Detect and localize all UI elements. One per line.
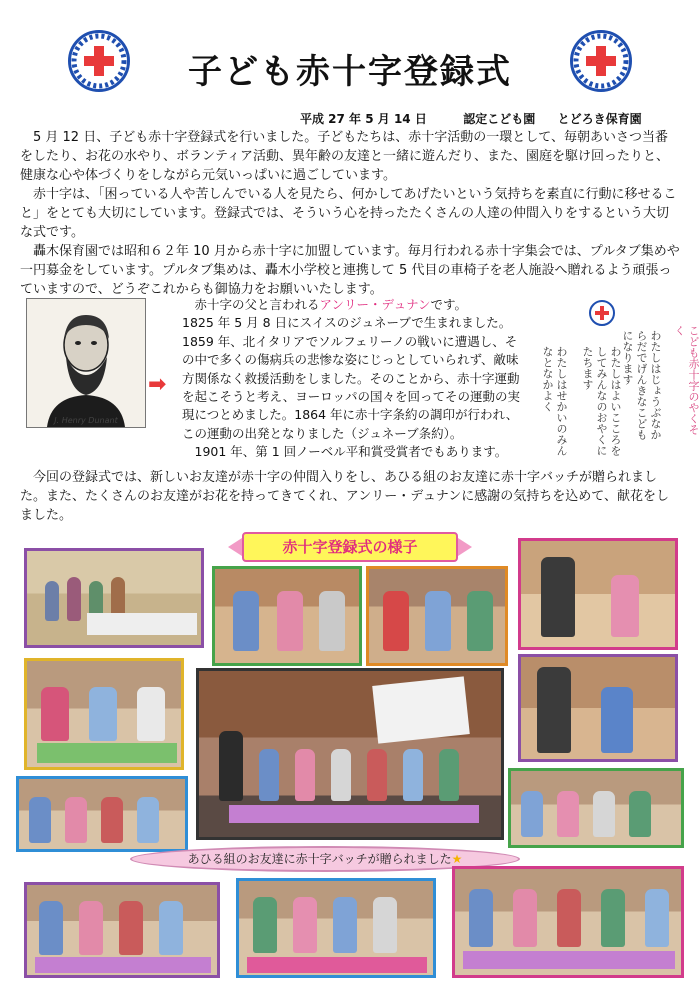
jrc-small-emblem [589, 300, 615, 326]
event-photo [24, 548, 204, 648]
bio-nobel: 1901 年、第 1 回ノーベル平和賞受賞者でもあります。 [194, 444, 508, 460]
event-photo [366, 566, 508, 666]
intro-paragraph: 5 月 12 日、子ども赤十字登録式を行いました。子どもたちは、赤十字活動の一環として、毎朝あいさつ当番をしたり、お花の水やり、ボランティア活動、異年齢の友達と一緒に遊んだり、また、園庭を駆け回ったりと、健康な心や体づくりをしながら元気いっぱいに過ごしています。 [20, 130, 669, 183]
event-photo [452, 866, 684, 978]
dunant-portrait [26, 298, 146, 428]
portrait-signature: J. Henry Dunant [54, 416, 118, 425]
photo-caption: あひる組のお友達に赤十字バッチが贈られました★ [130, 846, 520, 872]
bio-intro: 赤十字の父と言われるアンリー・デュナンです。 [194, 297, 468, 312]
star-icon: ★ [451, 852, 463, 866]
group-photo [196, 668, 504, 840]
page-title: 子ども赤十字登録式 [188, 52, 512, 92]
dunant-name: アンリー・デュナン [319, 297, 431, 312]
intro-paragraph: 轟木保育園では昭和６２年 10 月から赤十字に加盟しています。毎月行われる赤十字集会では、プルタブ集めや一円募金をしています。プルタブ集めは、轟木小学校と連携して 5 代目の車椅子を老人施設へ贈れるよう頑張っていますので、どうぞこれからも御協力をお願いいたします。 [20, 244, 680, 297]
event-photo [212, 566, 362, 666]
arrow-right-icon: ➡ [148, 372, 167, 397]
red-cross-emblem-right [570, 30, 632, 92]
dunant-bio [182, 296, 527, 462]
pledge-line: わたしはせかいのみんなとなかよく [541, 346, 568, 456]
event-photo [24, 882, 220, 978]
event-photo [518, 654, 678, 762]
school-name: とどろき保育園 [557, 112, 642, 126]
pledge-line: わたしはじょうぶなからだでげんきなこどもになります [621, 330, 662, 440]
closing-paragraph: 今回の登録式では、新しいお友達が赤十字の仲間入りをし、あひる組のお友達に赤十字バッチが贈られました。また、たくさんのお友達がお花を持ってきてくれ、アンリー・デュナンに感謝の気持ちを込めて、献花をしました。 [20, 470, 669, 523]
intro-text [20, 128, 680, 299]
closing-text [20, 468, 680, 525]
school-type: 認定こども園 [463, 112, 536, 126]
banner-ribbon-right [458, 538, 472, 556]
pledge-heading: こども赤十字のやくそく [673, 325, 700, 435]
red-cross-emblem-left [68, 30, 130, 92]
date: 平成 27 年 5 月 14 日 [300, 112, 427, 126]
event-photo [16, 776, 188, 852]
bio-text: 1825 年 5 月 8 日にスイスのジュネーブで生まれました。1859 年、北イタリアでソルフェリーノの戦いに遭遇し、その中で多くの傷病兵の悲惨な姿にじっとしていられず、敵味方関係なく救援活動をしました。そのことから、赤十字運動を起こそうと考え、ヨーロッパの国々を回ってその運動の実現につとめました。1864 年に赤十字条約の調印が行われ、この運動の出発となりました（ジュネーブ条約）。 [182, 315, 521, 441]
event-photo [508, 768, 684, 848]
event-photo [236, 878, 436, 978]
pledge-line: わたしはよいこころをしてみんなのおやくにたちます [581, 346, 622, 456]
event-photo [518, 538, 678, 650]
banner-ribbon-left [228, 538, 242, 556]
dateline [300, 110, 642, 127]
photos-banner: 赤十字登録式の様子 [242, 532, 458, 562]
intro-paragraph: 赤十字は、「困っている人や苦しんでいる人を見たら、何かしてあげたいという気持ちを素直に行動に移せること」をとても大切にしています。登録式では、そういう心を持ったたくさんの人達の仲間入りをするという大切な式です。 [20, 187, 677, 240]
event-photo [24, 658, 184, 770]
